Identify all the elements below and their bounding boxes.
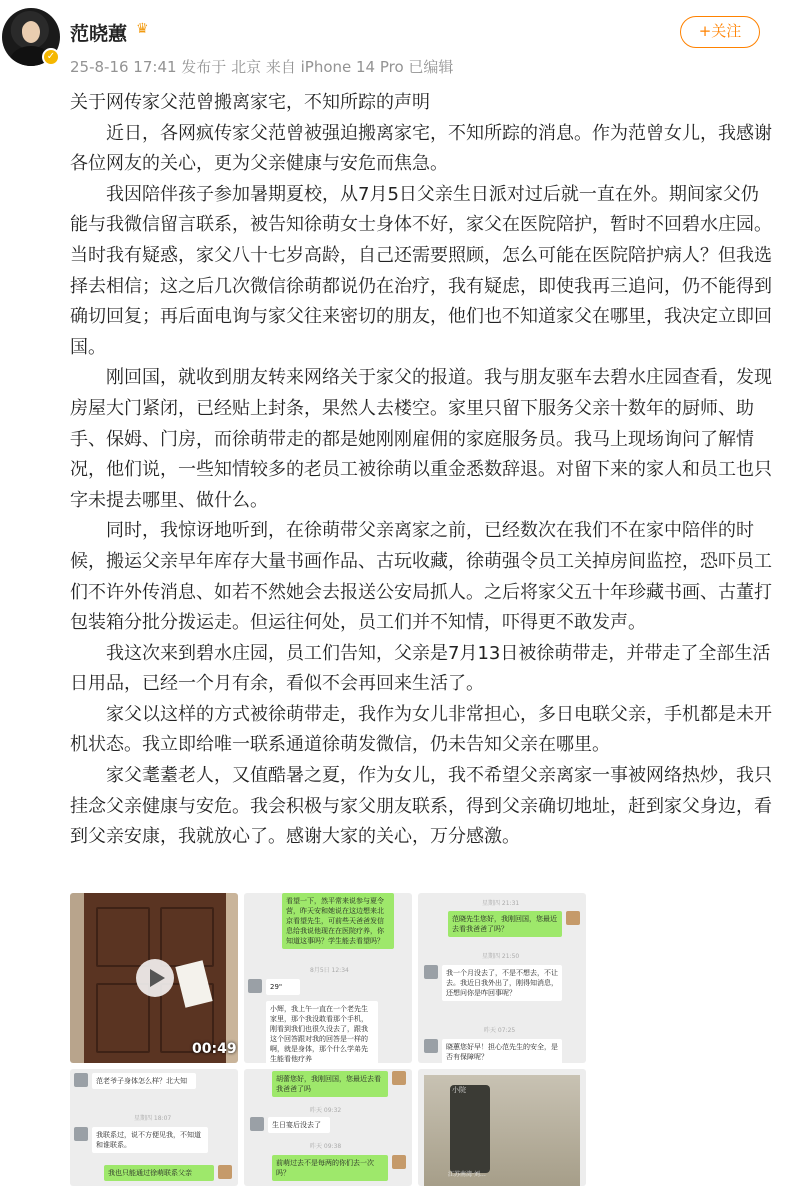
door-panel [96,907,150,967]
chat-avatar [248,979,262,993]
post-content [70,88,775,853]
chat-timestamp: 星期四 18:07 [134,1115,172,1122]
author-name[interactable]: 范晓蕙 [70,23,128,45]
photo-label: 小院 [452,1086,466,1094]
chat-bubble: 我也只能通过徐萌联系父亲 [104,1165,214,1181]
paragraph: 同时，我惊讶地听到，在徐萌带父亲离家之前，已经数次在我们不在家中陪伴的时候，搬运父亲早年库存大量书画作品、古玩收藏，徐萌强令员工关掉房间监控，恐吓员工们不许外传消息、如若不然她会去报送公安局抓人。之后将家父五十年珍藏书画、古董打包装箱分批分拨运走。但运往何处，员工们并不知情，吓得更不敢发声。 [70,520,772,634]
play-icon[interactable] [136,959,174,997]
paragraph: 我这次来到碧水庄园，员工们告知，父亲是7月13日被徐萌带走，并带走了全部生活日用品，已经一个月有余，看似不会再回来生活了。 [70,642,771,695]
photo-caption: 江苏南湾·刘… [448,1171,486,1178]
chat-bubble: 前萌过去不是每两的你们去一次吗？ [272,1155,388,1181]
paragraph: 家父耄耋老人，又值酷暑之夏，作为女儿，我不希望父亲离家一事被网络热炒，我只挂念父亲健康与安危。我会积极与家父朋友联系，得到父亲确切地址，赶到家父身边，看到父亲安康，我就放心了。感谢大家的关心，万分感激。 [70,765,772,848]
chat-avatar [424,965,438,979]
chat-bubble: 看望一下，然平常来说参与夏令营，昨天安和她说在这边想来北京看望先生，可前些天爸爸发信息给我说他现在在医院疗养，你知道这事吗？学生能去看望吗？ [282,893,394,949]
voice-message: 29" [266,979,300,995]
vip-crown-icon: ♛ [136,21,149,37]
chat-bubble: 胡蕾您好，我刚回国，您最近去看我爸爸了吗 [272,1071,388,1097]
paragraph: 家父以这样的方式被徐萌带走，我作为女儿非常担心，多日电联父亲，手机都是未开机状态。我立即给唯一联系通道徐萌发微信，仍未告知父亲在哪里。 [70,703,772,756]
paragraph: 我因陪伴孩子参加暑期夏校，从7月5日父亲生日派对过后就一直在外。期间家父仍能与我微信留言联系，被告知徐萌女士身体不好，家父在医院陪护，暂时不回碧水庄园。当时我有疑惑，家父八十七岁高龄，自己还需要照顾，怎么可能在医院陪护病人？但我选择去相信；这之后几次微信徐萌都说仍在治疗，我有疑虑，即使我再三追问，仍不能得到确切回复；再后面电询与家父往来密切的朋友，他们也不知道家父在哪里，我决定立即回国。 [70,183,772,358]
door-panel [160,907,214,967]
chat-bubble: 我联系过，说不方便见我，不知道和谁联系。 [92,1127,208,1153]
chat-bubble: 小辉，我上午一直在一个老先生家里，那个我没敢看那个手机，刚看到我们也很久没去了，跟我这个回答跟对我的回答是一样的啊，就是身体，那个什么学弟先生能看他疗养 [266,1001,378,1063]
chat-bubble: 生日宴后没去了 [268,1117,330,1133]
chat-screenshot[interactable] [70,1069,238,1186]
chat-timestamp: 星期四 21:50 [482,953,520,960]
chat-bubble: 我一个月没去了，不是不想去，不让去。我近日我外出了，刚得知消息，还想问你是咋回事呢？ [442,965,562,1001]
chat-avatar [566,911,580,925]
chat-bubble: 范晓先生您好，我刚回国，您最近去看我爸爸了吗？ [448,911,562,937]
video-thumbnail[interactable] [70,893,238,1063]
video-duration: 00:49 [192,1041,237,1057]
phone-icon [450,1085,490,1173]
chat-bubble: 范老爷子身体怎么样？北大知 [92,1073,196,1089]
chat-screenshot[interactable] [418,893,586,1063]
post-title: 关于网传家父范曾搬离家宅，不知所踪的声明 [70,92,430,113]
door-panel [96,983,150,1053]
photo-thumbnail[interactable] [418,1069,586,1186]
chat-screenshot[interactable] [244,893,412,1063]
chat-timestamp: 8月5日 12:34 [310,967,349,974]
chat-avatar [392,1155,406,1169]
chat-screenshot[interactable] [244,1069,412,1186]
paragraph: 刚回国，就收到朋友转来网络关于家父的报道。我与朋友驱车去碧水庄园查看，发现房屋大门紧闭，已经贴上封条，果然人去楼空。家里只留下服务父亲十数年的厨师、助手、保姆、门房，而徐萌带走的都是她刚刚雇佣的家庭服务员。我马上现场询问了解情况，他们说，一些知情较多的老员工被徐萌以重金悉数辞退。对留下来的家人和员工也只字未提去哪里、做什么。 [70,367,772,511]
chat-timestamp: 昨天 07:25 [484,1027,516,1034]
chat-avatar [424,1039,438,1053]
chat-timestamp: 星期四 21:31 [482,900,520,907]
verified-badge-icon: ✓ [42,48,60,66]
chat-bubble: 晓蕙您好早！担心范先生的安全，是否有保障呢？ [442,1039,562,1063]
follow-button[interactable]: +关注 [680,16,760,48]
chat-timestamp: 昨天 09:38 [310,1143,342,1150]
chat-avatar [392,1071,406,1085]
chat-timestamp: 昨天 09:32 [310,1107,342,1114]
chat-avatar [250,1117,264,1131]
chat-avatar [74,1073,88,1087]
chat-avatar [74,1127,88,1141]
avatar-face [22,21,40,43]
chat-avatar [218,1165,232,1179]
post-meta: 25-8-16 17:41 发布于 北京 来自 iPhone 14 Pro 已编辑 [70,58,454,76]
post-header [0,0,795,88]
paragraph: 近日，各网疯传家父范曾被强迫搬离家宅，不知所踪的消息。作为范曾女儿，我感谢各位网友的关心，更为父亲健康与安危而焦急。 [70,122,772,175]
